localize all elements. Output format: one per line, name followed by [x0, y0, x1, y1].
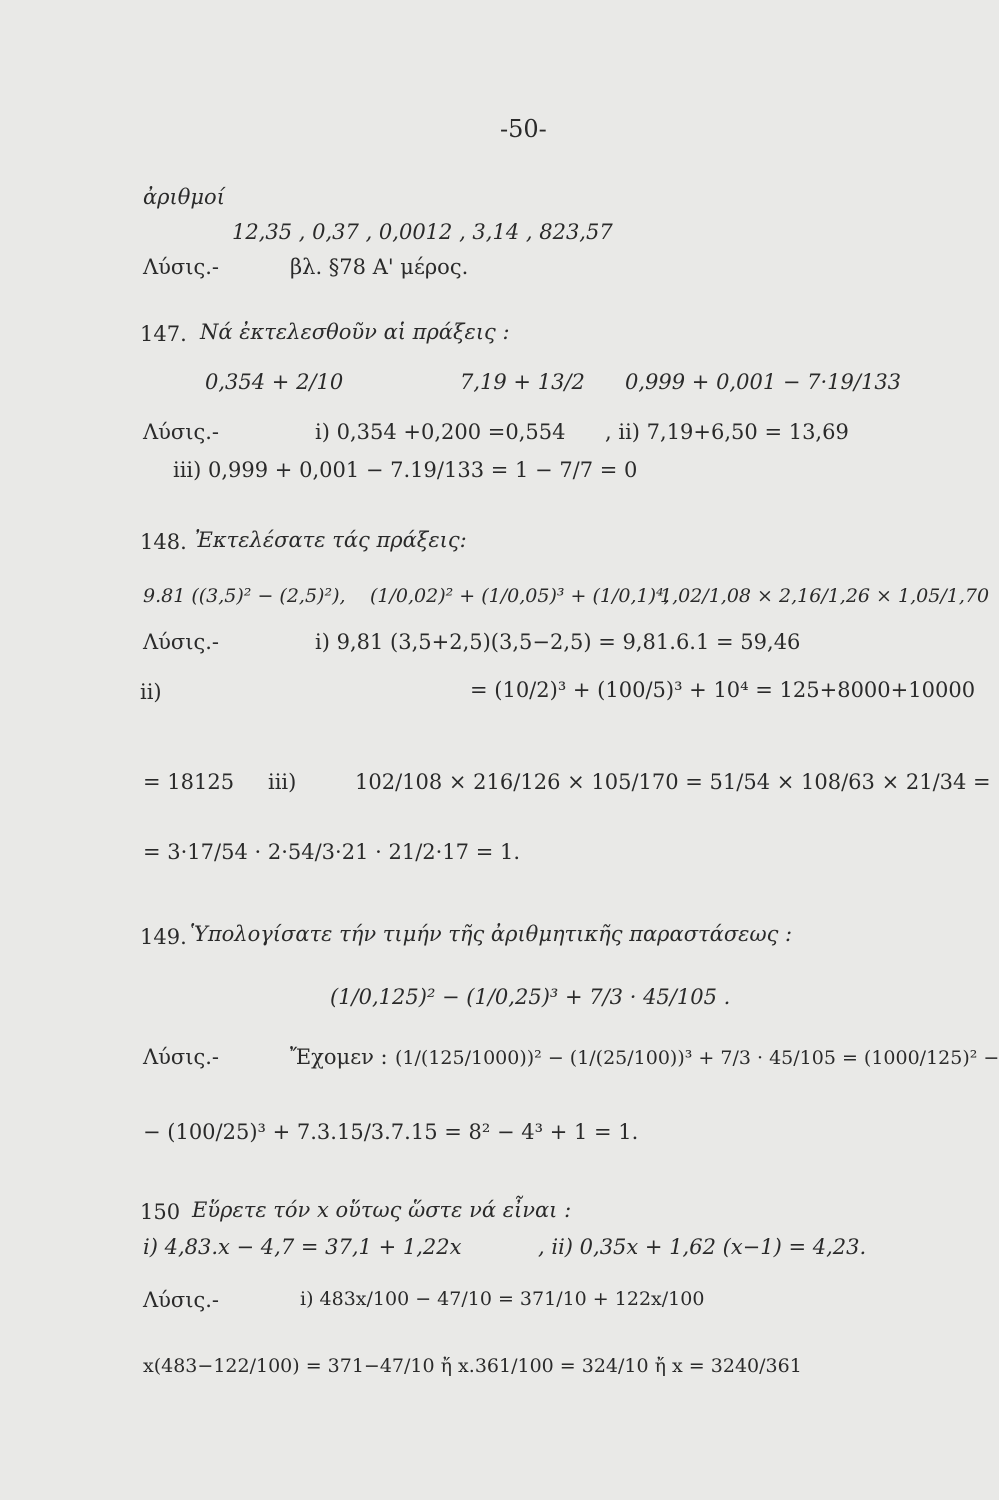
exercise-149-prompt: Ὑπολογίσατε τήν τιμήν τῆς ἀριθμητικῆς παραστάσεως : [190, 922, 793, 946]
exercise-147-part-ii: , ii) 7,19+6,50 = 13,69 [605, 420, 849, 444]
exercise-147-prompt: Νά ἐκτελεσθοῦν αἱ πράξεις : [200, 320, 510, 344]
exercise-147-part-iii: iii) 0,999 + 0,001 − 7.19/133 = 1 − 7/7 = 0 [173, 458, 638, 482]
exercise-150-number: 150 [140, 1200, 181, 1224]
exercise-147-expr3: 0,999 + 0,001 − 7·19/133 [625, 370, 902, 394]
exercise-148-part-iii-line1: 102/108 × 216/126 × 105/170 = 51/54 × 108/63 × 21/34 = [355, 770, 991, 794]
exercise-150-part-ii: , ii) 0,35x + 1,62 (x−1) = 4,23. [538, 1235, 867, 1259]
exercise-147-expr2: 7,19 + 13/2 [460, 370, 585, 394]
exercise-148-prompt: Ἐκτελέσατε τάς πράξεις: [195, 528, 467, 552]
exercise-150-sol-line1: i) 483x/100 − 47/10 = 371/10 + 122x/100 [300, 1288, 705, 1310]
exercise-148-expr2: (1/0,02)² + (1/0,05)³ + (1/0,1)⁴, [370, 585, 670, 607]
exercise-149-lead: Ἔχομεν : [290, 1045, 388, 1069]
exercise-149-number: 149. [140, 925, 187, 949]
intro-numbers: 12,35 , 0,37 , 0,0012 , 3,14 , 823,57 [232, 220, 613, 244]
exercise-150-solution-label: Λύσις.- [143, 1288, 220, 1312]
intro-word: ἀριθμοί [143, 185, 225, 209]
exercise-148-part-iii-label: iii) [268, 770, 297, 794]
intro-solution-text: βλ. §78 Α' μέρος. [290, 255, 469, 279]
exercise-148-expr3: 1,02/1,08 × 2,16/1,26 × 1,05/1,70 [660, 585, 990, 607]
exercise-148-number: 148. [140, 530, 187, 554]
exercise-150-part-i: i) 4,83.x − 4,7 = 37,1 + 1,22x [143, 1235, 462, 1259]
exercise-149-expression: (1/0,125)² − (1/0,25)³ + 7/3 · 45/105 . [330, 985, 731, 1009]
exercise-148-solution-label: Λύσις.- [143, 630, 220, 654]
exercise-150-sol-line2: x(483−122/100) = 371−47/10 ἤ x.361/100 = 324/10 ἤ x = 3240/361 [143, 1355, 802, 1377]
exercise-148-part-iii-line2: = 3·17/54 · 2·54/3·21 · 21/2·17 = 1. [143, 840, 521, 864]
exercise-148-part-ii-rhs: = (10/2)³ + (100/5)³ + 10⁴ = 125+8000+10000 [470, 678, 976, 702]
exercise-148-part-i: i) 9,81 (3,5+2,5)(3,5−2,5) = 9,81.6.1 = 59,46 [315, 630, 801, 654]
exercise-148-expr1: 9.81 ((3,5)² − (2,5)²), [143, 585, 346, 607]
exercise-147-solution-label: Λύσις.- [143, 420, 220, 444]
page-number: -50- [500, 115, 547, 143]
exercise-149-line1: (1/(125/1000))² − (1/(25/100))³ + 7/3 · 45/105 = (1000/125)² − [395, 1047, 999, 1069]
intro-solution-label: Λύσις.- [143, 255, 220, 279]
exercise-149-line2: − (100/25)³ + 7.3.15/3.7.15 = 8² − 4³ + 1 = 1. [143, 1120, 639, 1144]
exercise-147-expr1: 0,354 + 2/10 [205, 370, 344, 394]
exercise-148-part-ii-result: = 18125 [143, 770, 235, 794]
exercise-150-prompt: Εὕρετε τόν x οὕτως ὥστε νά εἶναι : [192, 1198, 572, 1222]
exercise-147-part-i: i) 0,354 +0,200 =0,554 [315, 420, 566, 444]
exercise-148-part-ii-label: ii) [140, 680, 162, 704]
exercise-149-solution-label: Λύσις.- [143, 1045, 220, 1069]
exercise-147-number: 147. [140, 322, 187, 346]
